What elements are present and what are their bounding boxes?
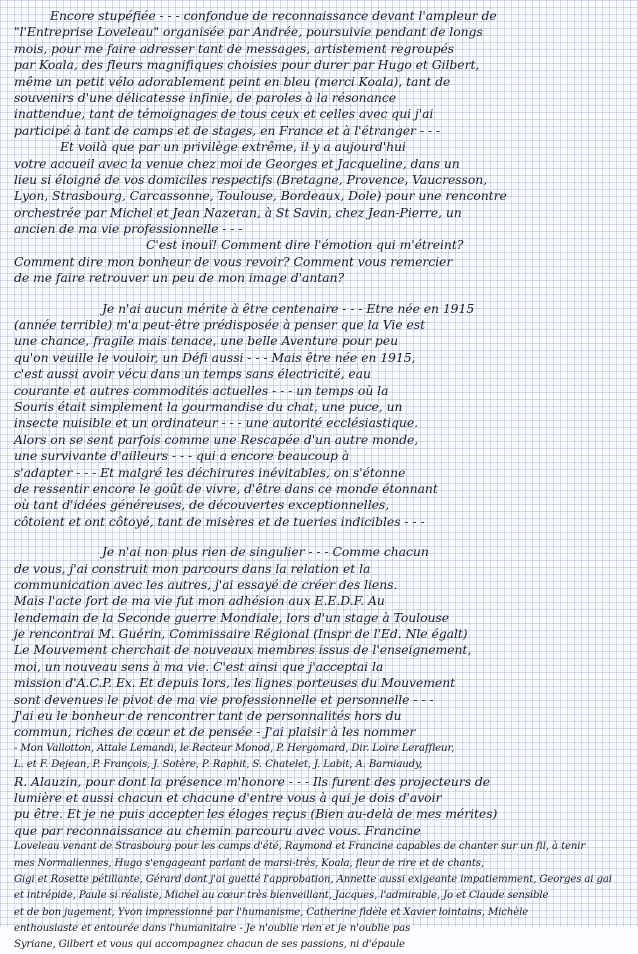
text-line: s'adapter - - - Et malgré les déchirures inévitables, on s'étonne	[14, 464, 406, 480]
handwritten-letter	[14, 8, 634, 954]
text-line: lumière et aussi chacun et chacune d'entre vous à qui je dois d'avoir	[14, 789, 442, 805]
text-line: de me faire retrouver un peu de mon image d'antan?	[14, 270, 345, 286]
text-line: qu'on veuille le vouloir, un Défi aussi - - - Mais être née en 1915,	[14, 349, 416, 365]
text-line: Je n'ai aucun mérite à être centenaire - - - Etre née en 1915	[102, 300, 475, 316]
text-line: souvenirs d'une délicatesse infinie, de paroles à la résonance	[14, 89, 397, 105]
text-line: pu être. Et je ne puis accepter les éloges reçus (Bien au-delà de mes mérites)	[14, 806, 498, 822]
text-line: J'ai eu le bonheur de rencontrer tant de personnalités hors du	[14, 708, 402, 724]
text-line: C'est inouï! Comment dire l'émotion qui m'étreint?	[146, 237, 464, 253]
paragraph-gap	[14, 287, 634, 301]
text-line: Comment dire mon bonheur de vous revoir? Comment vous remercier	[14, 253, 453, 269]
text-line: lendemain de la Seconde guerre Mondiale, lors d'un stage à Toulouse	[14, 609, 450, 625]
text-line: "l'Entreprise Loveleau" organisée par Andrée, poursuivie pendant de longs	[14, 24, 483, 40]
text-line: Loveleau venant de Strasbourg pour les camps d'été, Raymond et Francine capables de chanter sur un fil, à tenir	[14, 841, 586, 853]
text-line: enthousiaste et entourée dans l'humanitaire - Je n'oublie rien et je n'oublie pas	[14, 923, 411, 935]
text-line: Syriane, Gilbert et vous qui accompagnez chacun de ses passions, ni d'épaule	[14, 939, 405, 951]
text-line: Gigi et Rosette pétillante, Gérard dont j'ai guetté l'approbation, Annette aussi exigeante impatiemment, Georges ai gai	[14, 873, 612, 885]
text-line: Lyon, Strasbourg, Carcassonne, Toulouse, Bordeaux, Dole) pour une rencontre	[14, 188, 507, 204]
text-line: de vous, j'ai construit mon parcours dans la relation et la	[14, 560, 371, 576]
text-line: et intrépide, Paule si réaliste, Michel au cœur très bienveillant, Jacques, l'admirable, Jo et Claude sensible	[14, 890, 549, 902]
text-line: Mais l'acte fort de ma vie fut mon adhésion aux E.E.D.F. Au	[14, 593, 385, 609]
text-line: même un petit vélo adorablement peint en bleu (merci Koala), tant de	[14, 73, 451, 89]
text-line: lieu si éloigné de vos domiciles respectifs (Bretagne, Provence, Vaucresson,	[14, 171, 488, 187]
text-line: R. Alauzin, pour dont la présence m'honore - - - Ils furent des projecteurs de	[14, 773, 491, 789]
paragraph-gap	[14, 530, 634, 544]
text-line: courante et autres commodités actuelles - - - un temps où la	[14, 382, 389, 398]
text-line: je rencontrai M. Guérin, Commissaire Régional (Inspr de l'Ed. Nle égalt)	[14, 626, 468, 642]
text-line: Encore stupéfiée - - - confondue de reconnaissance devant l'ampleur de	[50, 8, 497, 23]
text-line: de ressentir encore le goût de vivre, d'être dans ce monde étonnant	[14, 480, 438, 496]
text-line: sont devenues le pivot de ma vie professionnelle et personnelle - - -	[14, 691, 434, 707]
text-line: ancien de ma vie professionnelle - - -	[14, 221, 243, 237]
text-line: Le Mouvement cherchait de nouveaux membres issus de l'enseignement,	[14, 642, 472, 658]
text-line: mes Normaliennes, Hugo s'engageant parlant de marsi-très, Koala, fleur de rire et de chants,	[14, 857, 484, 869]
text-line: communication avec les autres, j'ai essayé de créer des liens.	[14, 576, 398, 592]
paragraph-names	[14, 839, 634, 954]
text-line: Je n'ai non plus rien de singulier - - - Comme chacun	[102, 544, 429, 560]
text-line: - Mon Vallotton, Attale Lemandi, le Recteur Monod, P. Hergomard, Dir. Loire Leraffleur,	[14, 742, 455, 754]
text-line: où tant d'idées généreuses, de découvertes exceptionnelles,	[14, 497, 390, 513]
text-line: inattendue, tant de témoignages de tous ceux et celles avec qui j'ai	[14, 106, 434, 122]
text-line: côtoient et ont côtoyé, tant de misères et de tueries indicibles - - -	[14, 513, 425, 529]
text-line: (année terrible) m'a peut-être prédisposée à penser que la Vie est	[14, 317, 426, 333]
text-line: moi, un nouveau sens à ma vie. C'est ainsi que j'acceptai la	[14, 658, 384, 674]
text-line: mission d'A.C.P. Ex. Et depuis lors, les lignes porteuses du Mouvement	[14, 675, 456, 691]
text-line: commun, riches de cœur et de pensée - J'ai plaisir à les nommer	[14, 724, 416, 740]
text-line: Et voilà que par un privilège extrême, il y a aujourd'hui	[60, 139, 406, 155]
text-line: mois, pour me faire adresser tant de messages, artistement regroupés	[14, 40, 455, 56]
text-line: Alors on se sent parfois comme une Rescapée d'un autre monde,	[14, 431, 419, 447]
text-line: une chance, fragile mais tenace, une belle Aventure pour peu	[14, 333, 399, 349]
text-line: L. et F. Dejean, P. François, J. Sotère, P. Raphit, S. Chatelet, J. Labit, A. Barniaudy,	[14, 759, 423, 771]
text-line: participé à tant de camps et de stages, en France et à l'étranger - - -	[14, 122, 440, 138]
text-line: votre accueil avec la venue chez moi de Georges et Jacqueline, dans un	[14, 155, 460, 171]
text-line: et de bon jugement, Yvon impressionné par l'humanisme, Catherine fidèle et Xavier lointains, Michèle	[14, 906, 529, 918]
text-line: c'est aussi avoir vécu dans un temps sans électricité, eau	[14, 366, 371, 382]
paragraph-parcours	[14, 544, 634, 839]
paragraph-gratitude	[14, 8, 634, 287]
text-line: que par reconnaissance au chemin parcouru avec vous. Francine	[14, 822, 421, 838]
text-line: par Koala, des fleurs magnifiques choisies pour durer par Hugo et Gilbert,	[14, 57, 480, 73]
text-line: Souris était simplement la gourmandise du chat, une puce, un	[14, 398, 403, 414]
text-line: orchestrée par Michel et Jean Nazeran, à St Savin, chez Jean-Pierre, un	[14, 204, 462, 220]
paragraph-centenaire	[14, 301, 634, 530]
text-line: une survivante d'ailleurs - - - qui a encore beaucoup à	[14, 448, 350, 464]
text-line: insecte nuisible et un ordinateur - - - une autorité ecclésiastique.	[14, 415, 419, 431]
